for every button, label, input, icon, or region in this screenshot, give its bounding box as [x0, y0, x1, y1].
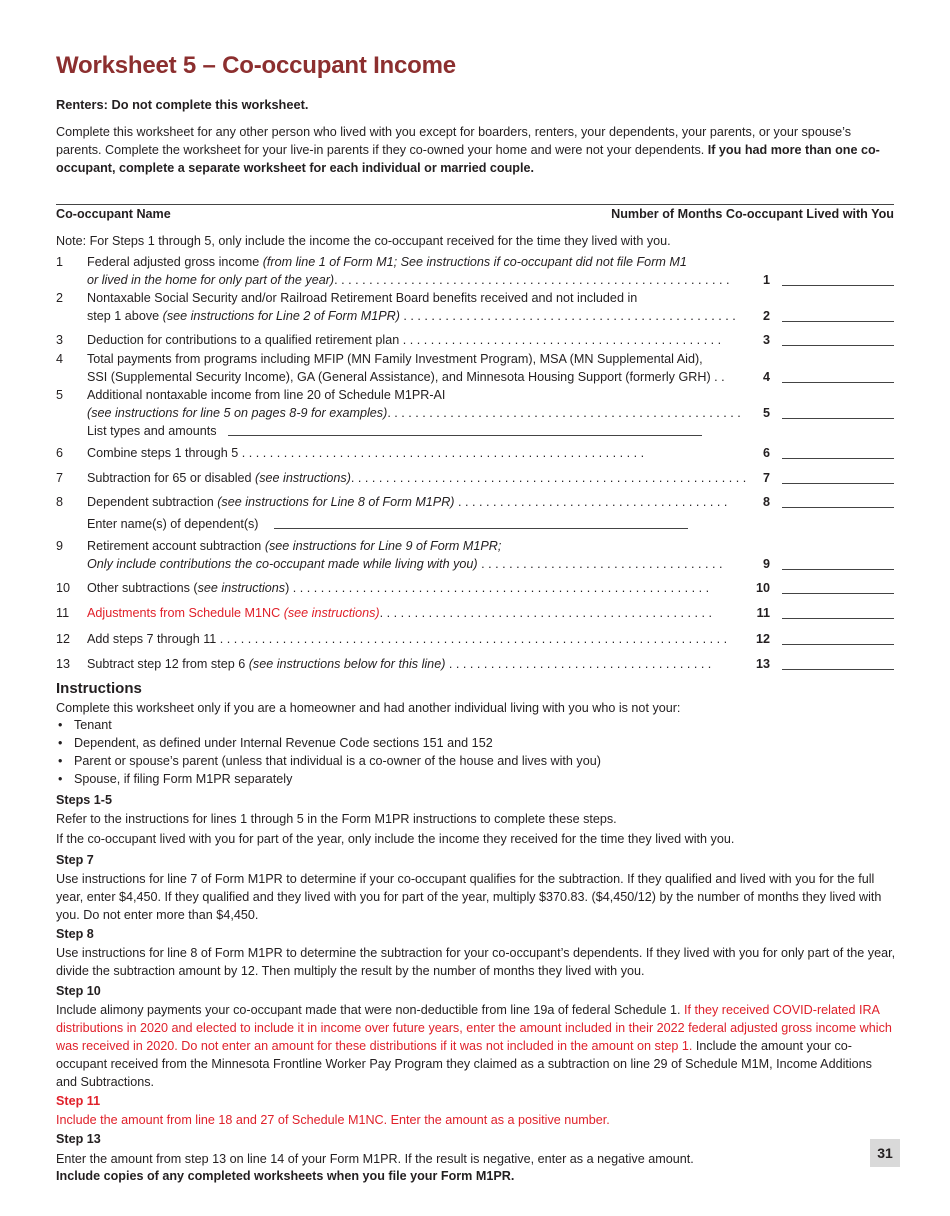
worksheet-title: Worksheet 5 – Co-occupant Income — [56, 52, 456, 79]
step-11-heading: Step 11 — [56, 1094, 101, 1108]
line-number: 3 — [56, 333, 64, 347]
line-4 — [56, 350, 894, 386]
list-item: • Dependent, as defined under Internal Revenue Code sections 151 and 152 — [56, 734, 601, 752]
line-10 — [56, 579, 894, 597]
line-8-amount-field[interactable] — [782, 493, 894, 508]
instructions-heading: Instructions — [56, 680, 142, 697]
line-text-cont: SSI (Supplemental Security Income), GA (General Assistance), and Minnesota Housing Support (formerly GRH) . . — [87, 370, 725, 384]
line-2-amount-field[interactable] — [782, 307, 894, 322]
step-10-heading: Step 10 — [56, 984, 101, 998]
line-6-amount-field[interactable] — [782, 444, 894, 459]
exclusion-list — [56, 716, 601, 788]
line-8 — [56, 493, 894, 533]
step-7-heading: Step 7 — [56, 853, 94, 867]
steps-1-5-heading: Steps 1-5 — [56, 793, 112, 807]
line-2 — [56, 289, 894, 325]
line-9-amount-field[interactable] — [782, 555, 894, 570]
line-3-amount-field[interactable] — [782, 331, 894, 346]
step-10-text: Include alimony payments your co-occupant made that were non-deductible from line 19a of federal Schedule 1. If they received COVID-related IRA distributions in 2020 and elected to include it in income over future years, enter the amount included in their 2022 federal adjusted gross income which was received in 2020. Do not enter an amount for these distributions if it was not included in the amount on step 1. Include the amount your co-occupant received from the Minnesota Frontline Worker Pay Program they claimed as a subtraction on line 29 of Schedule M1M, Income Additions and Subtractions. — [56, 1003, 892, 1089]
line-number: 5 — [56, 388, 64, 402]
line-text: Other subtractions (see instructions) . . . . . . . . . . . . . . . . . . . . . . . . . . . . . . . . . . . . . . . . . . . . . . . . . . . . . . . . . . . . — [87, 581, 710, 595]
dependent-names-label: Enter name(s) of dependent(s) — [87, 517, 259, 531]
line-text: Additional nontaxable income from line 20 of Schedule M1PR-AI — [87, 388, 446, 402]
line-ref: 4 — [762, 370, 770, 384]
line-number: 8 — [56, 495, 64, 509]
line-number: 2 — [56, 291, 64, 305]
line-text: Adjustments from Schedule M1NC (see instructions). . . . . . . . . . . . . . . . . . . . . . . . . . . . . . . . . . . . . . . . . . . . . . . . — [87, 606, 712, 620]
line-3 — [56, 331, 894, 349]
name-field-rule[interactable] — [56, 204, 894, 205]
line-number: 6 — [56, 446, 64, 460]
line-9 — [56, 537, 894, 573]
line-ref: 7 — [762, 471, 770, 485]
list-types-field[interactable] — [228, 435, 702, 436]
line-ref: 10 — [755, 581, 770, 595]
line-ref: 6 — [762, 446, 770, 460]
line-number: 9 — [56, 539, 64, 553]
renters-note: Renters: Do not complete this worksheet. — [56, 97, 309, 112]
line-4-amount-field[interactable] — [782, 368, 894, 383]
months-lived-label: Number of Months Co-occupant Lived with You — [611, 207, 894, 221]
step-13-bold-text: Include copies of any completed worksheets when you file your Form M1PR. — [56, 1169, 515, 1183]
line-ref: 13 — [755, 657, 770, 671]
line-number: 7 — [56, 471, 64, 485]
line-13 — [56, 655, 894, 673]
line-ref: 12 — [755, 632, 770, 646]
dependent-names-field[interactable] — [274, 528, 688, 529]
line-11-amount-field[interactable] — [782, 604, 894, 619]
steps-note: Note: For Steps 1 through 5, only include the income the co-occupant received for the time they lived with you. — [56, 234, 671, 248]
line-12 — [56, 630, 894, 648]
line-number: 10 — [56, 581, 71, 595]
intro-paragraph — [56, 123, 896, 177]
steps-1-5-text: Refer to the instructions for lines 1 through 5 in the Form M1PR instructions to complete these steps. — [56, 812, 617, 826]
line-7-amount-field[interactable] — [782, 469, 894, 484]
list-item: • Parent or spouse’s parent (unless that individual is a co-owner of the house and lives with you) — [56, 752, 601, 770]
line-1 — [56, 253, 894, 289]
line-ref: 11 — [756, 606, 770, 620]
line-text: Subtraction for 65 or disabled (see instructions). . . . . . . . . . . . . . . . . . . . . . . . . . . . . . . . . . . . . . . . . . . . . . . . . . . . . . . . . — [87, 471, 747, 485]
line-5 — [56, 386, 894, 440]
steps-1-5-text-2: If the co-occupant lived with you for part of the year, only include the income they received for the time they lived with you. — [56, 832, 735, 846]
step-13-text: Enter the amount from step 13 on line 14 of your Form M1PR. If the result is negative, enter as a negative amount. — [56, 1152, 694, 1166]
line-text: Deduction for contributions to a qualified retirement plan . . . . . . . . . . . . . . . . . . . . . . . . . . . . . . . . . . . . . . . . . . . . . . — [87, 333, 722, 347]
line-text: Total payments from programs including MFIP (MN Family Investment Program), MSA (MN Supplemental Aid), — [87, 352, 703, 366]
line-ref: 1 — [762, 273, 770, 287]
line-11 — [56, 604, 894, 622]
line-5-amount-field[interactable] — [782, 404, 894, 419]
step-11-text: Include the amount from line 18 and 27 of Schedule M1NC. Enter the amount as a positive number. — [56, 1113, 610, 1127]
line-text-cont: or lived in the home for only part of the year). . . . . . . . . . . . . . . . . . . . . . . . . . . . . . . . . . . . . . . . . . . . . . . . . . . . . . . . . — [87, 273, 730, 287]
list-item: • Tenant — [56, 716, 601, 734]
line-text-cont: step 1 above (see instructions for Line 2 of Form M1PR) . . . . . . . . . . . . . . . . . . . . . . . . . . . . . . . . . . . . . . . . . . . . . . . . — [87, 309, 736, 323]
list-types-label: List types and amounts — [87, 424, 217, 438]
line-text: Dependent subtraction (see instructions for Line 8 of Form M1PR) . . . . . . . . . . . . . . . . . . . . . . . . . . . . . . . . . . . . . . . — [87, 495, 728, 509]
line-7 — [56, 469, 894, 487]
line-number: 13 — [56, 657, 71, 671]
instructions-lead: Complete this worksheet only if you are a homeowner and had another individual living with you who is not your: — [56, 701, 681, 715]
line-text: Federal adjusted gross income (from line 1 of Form M1; See instructions if co-occupant did not file Form M1 — [87, 255, 687, 269]
line-ref: 2 — [762, 309, 770, 323]
page-number: 31 — [870, 1139, 900, 1167]
line-10-amount-field[interactable] — [782, 579, 894, 594]
co-occupant-name-label: Co-occupant Name — [56, 207, 171, 221]
line-ref: 9 — [762, 557, 770, 571]
line-number: 4 — [56, 352, 64, 366]
line-text: Subtract step 12 from step 6 (see instructions below for this line) . . . . . . . . . . . . . . . . . . . . . . . . . . . . . . . . . . . . . . — [87, 657, 712, 671]
line-6 — [56, 444, 894, 462]
step-7-text: Use instructions for line 7 of Form M1PR to determine if your co-occupant qualifies for the subtraction. If they qualified and lived with you for the full year, enter $4,450. If they qualified and they lived with you for part of the year, multiply $370.83. ($4,450/12) by the number of months they lived with you. Do not enter more than $4,450. — [56, 872, 882, 922]
line-text-cont: Only include contributions the co-occupant made while living with you) . . . . . . . . . . . . . . . . . . . . . . . . . . . . . . . . . . . — [87, 557, 723, 571]
line-ref: 5 — [762, 406, 770, 420]
line-number: 12 — [56, 632, 71, 646]
line-text: Nontaxable Social Security and/or Railroad Retirement Board benefits received and not included in — [87, 291, 638, 305]
step-8-heading: Step 8 — [56, 927, 94, 941]
line-ref: 3 — [762, 333, 770, 347]
line-number: 1 — [56, 255, 64, 269]
intro-bold: If you had more than one co-occupant, complete a separate worksheet for each individual or married couple. — [56, 143, 880, 175]
step-8-text: Use instructions for line 8 of Form M1PR to determine the subtraction for your co-occupant’s dependents. If they lived with you for only part of the year, divide the subtraction amount by 12. Then multiply the result by the number of months they lived with you. — [56, 946, 896, 978]
intro-text: Complete this worksheet for any other person who lived with you except for boarders, renters, your dependents, your parents, or your spouse’s parents. Complete the worksheet for your live-in parents if they co-owned your home and were not your dependents. — [56, 125, 851, 157]
line-text: Retirement account subtraction (see instructions for Line 9 of Form M1PR; — [87, 539, 502, 553]
step-13-heading: Step 13 — [56, 1132, 101, 1146]
line-1-amount-field[interactable] — [782, 271, 894, 286]
line-text: Add steps 7 through 11 . . . . . . . . . . . . . . . . . . . . . . . . . . . . . . . . . . . . . . . . . . . . . . . . . . . . . . . . . . . . . . . . . . . . . . . . . — [87, 632, 728, 646]
line-13-amount-field[interactable] — [782, 655, 894, 670]
line-text-cont: (see instructions for line 5 on pages 8-9 for examples). . . . . . . . . . . . . . . . . . . . . . . . . . . . . . . . . . . . . . . . . . . . . . . . . . . — [87, 406, 741, 420]
line-12-amount-field[interactable] — [782, 630, 894, 645]
line-ref: 8 — [762, 495, 770, 509]
line-number: 11 — [56, 606, 70, 620]
list-item: • Spouse, if filing Form M1PR separately — [56, 770, 601, 788]
line-text: Combine steps 1 through 5 . . . . . . . . . . . . . . . . . . . . . . . . . . . . . . . . . . . . . . . . . . . . . . . . . . . . . . . . . . — [87, 446, 645, 460]
